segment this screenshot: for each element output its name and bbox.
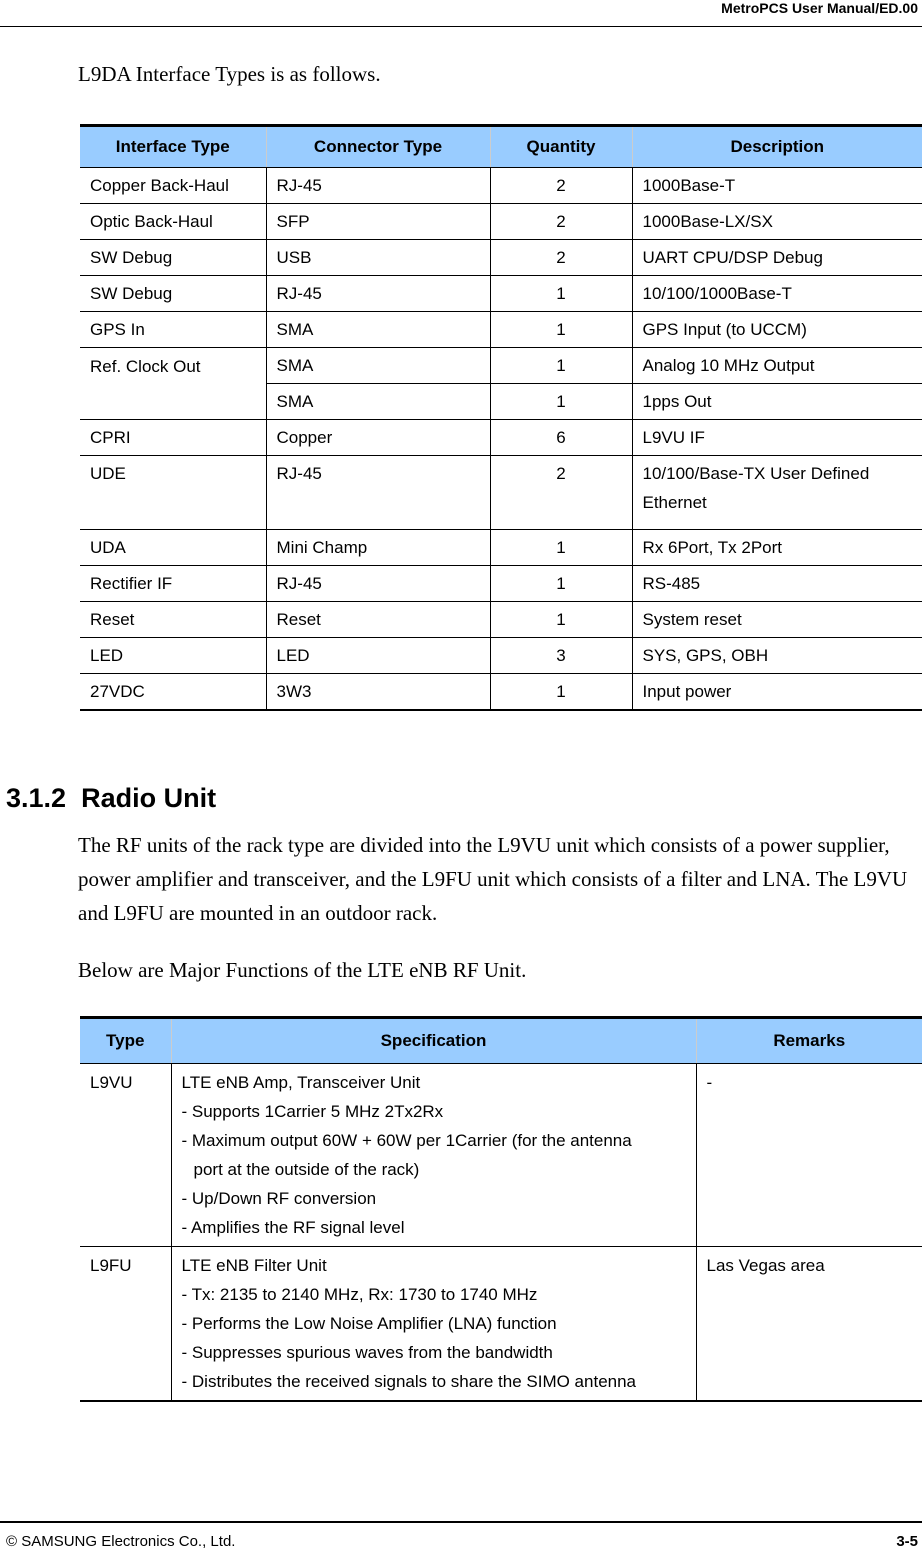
table-cell: 2 <box>490 456 632 530</box>
table-row <box>80 276 922 312</box>
footer-copyright: © SAMSUNG Electronics Co., Ltd. <box>6 1533 236 1550</box>
table-cell: 3W3 <box>266 674 490 711</box>
specification-cell <box>171 1247 696 1402</box>
table-cell: UDA <box>80 530 266 566</box>
table-cell: SYS, GPS, OBH <box>632 638 922 674</box>
table-cell: 3 <box>490 638 632 674</box>
table-cell: RJ-45 <box>266 276 490 312</box>
table-cell: GPS Input (to UCCM) <box>632 312 922 348</box>
paragraph-major-functions: Below are Major Functions of the LTE eNB RF Unit. <box>78 958 527 982</box>
table-cell: USB <box>266 240 490 276</box>
table-cell: 10/100/1000Base-T <box>632 276 922 312</box>
table-cell: RJ-45 <box>266 168 490 204</box>
header-rule <box>0 26 922 27</box>
page-number: 3-5 <box>896 1533 918 1550</box>
table-cell: 1 <box>490 276 632 312</box>
table-header-row <box>80 126 922 168</box>
column-header: Type <box>80 1018 171 1064</box>
table-cell: SMA <box>266 384 490 420</box>
table-row <box>80 638 922 674</box>
table-row <box>80 420 922 456</box>
section-number: 3.1.2 <box>6 783 67 813</box>
interface-table <box>80 124 922 711</box>
table-cell: 1000Base-LX/SX <box>632 204 922 240</box>
spec-line: - Suppresses spurious waves from the bandwidth <box>181 1343 553 1362</box>
radio-unit-table <box>80 1016 922 1402</box>
table-header-row <box>80 1018 922 1064</box>
table-row <box>80 168 922 204</box>
table-row <box>80 530 922 566</box>
table-cell: SFP <box>266 204 490 240</box>
spec-line: - Performs the Low Noise Amplifier (LNA) function <box>181 1314 557 1333</box>
table-row <box>80 348 922 384</box>
column-header: Specification <box>171 1018 696 1064</box>
table-cell: 1 <box>490 566 632 602</box>
type-cell: L9FU <box>80 1247 171 1402</box>
table-row <box>80 240 922 276</box>
spec-line: - Tx: 2135 to 2140 MHz, Rx: 1730 to 1740 MHz <box>181 1285 538 1304</box>
table-cell: L9VU IF <box>632 420 922 456</box>
spec-line: - Amplifies the RF signal level <box>181 1218 405 1237</box>
table-cell: 1000Base-T <box>632 168 922 204</box>
table-cell: Copper <box>266 420 490 456</box>
table-row <box>80 1064 922 1247</box>
intro-text: L9DA Interface Types is as follows. <box>78 62 381 86</box>
specification-cell <box>171 1064 696 1247</box>
table-cell: Input power <box>632 674 922 711</box>
table-cell: SMA <box>266 312 490 348</box>
table-cell: 1 <box>490 530 632 566</box>
table-row <box>80 602 922 638</box>
table-row <box>80 312 922 348</box>
spec-line: LTE eNB Amp, Transceiver Unit <box>181 1073 421 1092</box>
table-cell: SW Debug <box>80 276 266 312</box>
column-header: Interface Type <box>80 126 266 168</box>
remarks-cell: Las Vegas area <box>696 1247 922 1402</box>
table-cell: Mini Champ <box>266 530 490 566</box>
table-cell: SMA <box>266 348 490 384</box>
table-cell: 1 <box>490 384 632 420</box>
spec-line: LTE eNB Filter Unit <box>181 1256 327 1275</box>
table-cell: GPS In <box>80 312 266 348</box>
section-heading <box>6 783 216 814</box>
table-cell: LED <box>80 638 266 674</box>
spec-line: port at the outside of the rack) <box>193 1160 420 1179</box>
table-row <box>80 674 922 711</box>
table-cell: 6 <box>490 420 632 456</box>
table-cell: 1pps Out <box>632 384 922 420</box>
table-cell: SW Debug <box>80 240 266 276</box>
table-cell: 1 <box>490 348 632 384</box>
table-cell: Optic Back-Haul <box>80 204 266 240</box>
table-cell: LED <box>266 638 490 674</box>
table-cell: Rx 6Port, Tx 2Port <box>632 530 922 566</box>
table-cell: 2 <box>490 204 632 240</box>
table-cell: RS-485 <box>632 566 922 602</box>
table-cell: UDE <box>80 456 266 530</box>
header-title: MetroPCS User Manual/ED.00 <box>721 0 918 16</box>
table-cell: 2 <box>490 168 632 204</box>
paragraph-radio-units: The RF units of the rack type are divided into the L9VU unit which consists of a power supplier, power amplifier and transceiver, and the L9FU unit which consists of a filter and LNA. The L9VU and L9FU are mounted in an outdoor rack. <box>78 833 908 925</box>
table-cell: 27VDC <box>80 674 266 711</box>
column-header: Connector Type <box>266 126 490 168</box>
table-cell: Rectifier IF <box>80 566 266 602</box>
footer-rule <box>0 1521 922 1523</box>
table-cell: Ref. Clock Out <box>80 348 266 420</box>
table-cell: 1 <box>490 602 632 638</box>
spec-line: - Distributes the received signals to share the SIMO antenna <box>181 1372 637 1391</box>
table-cell: Analog 10 MHz Output <box>632 348 922 384</box>
table-cell: RJ-45 <box>266 566 490 602</box>
table-row <box>80 1247 922 1402</box>
spec-line: - Up/Down RF conversion <box>181 1189 377 1208</box>
table-cell: Copper Back-Haul <box>80 168 266 204</box>
remarks-cell: - <box>696 1064 922 1247</box>
table-cell: 2 <box>490 240 632 276</box>
column-header: Description <box>632 126 922 168</box>
table-row <box>80 204 922 240</box>
table-cell: Reset <box>80 602 266 638</box>
table-cell: UART CPU/DSP Debug <box>632 240 922 276</box>
spec-line: - Supports 1Carrier 5 MHz 2Tx2Rx <box>181 1102 444 1121</box>
table-cell: Reset <box>266 602 490 638</box>
table-cell: 1 <box>490 674 632 711</box>
table-cell: System reset <box>632 602 922 638</box>
table-cell: 1 <box>490 312 632 348</box>
table-cell: CPRI <box>80 420 266 456</box>
table-row <box>80 566 922 602</box>
column-header: Quantity <box>490 126 632 168</box>
spec-line: - Maximum output 60W + 60W per 1Carrier (for the antenna <box>181 1131 632 1150</box>
table-row <box>80 456 922 530</box>
column-header: Remarks <box>696 1018 922 1064</box>
type-cell: L9VU <box>80 1064 171 1247</box>
table-cell: RJ-45 <box>266 456 490 530</box>
section-title: Radio Unit <box>81 783 217 813</box>
table-cell: 10/100/Base-TX User Defined Ethernet <box>632 456 922 530</box>
